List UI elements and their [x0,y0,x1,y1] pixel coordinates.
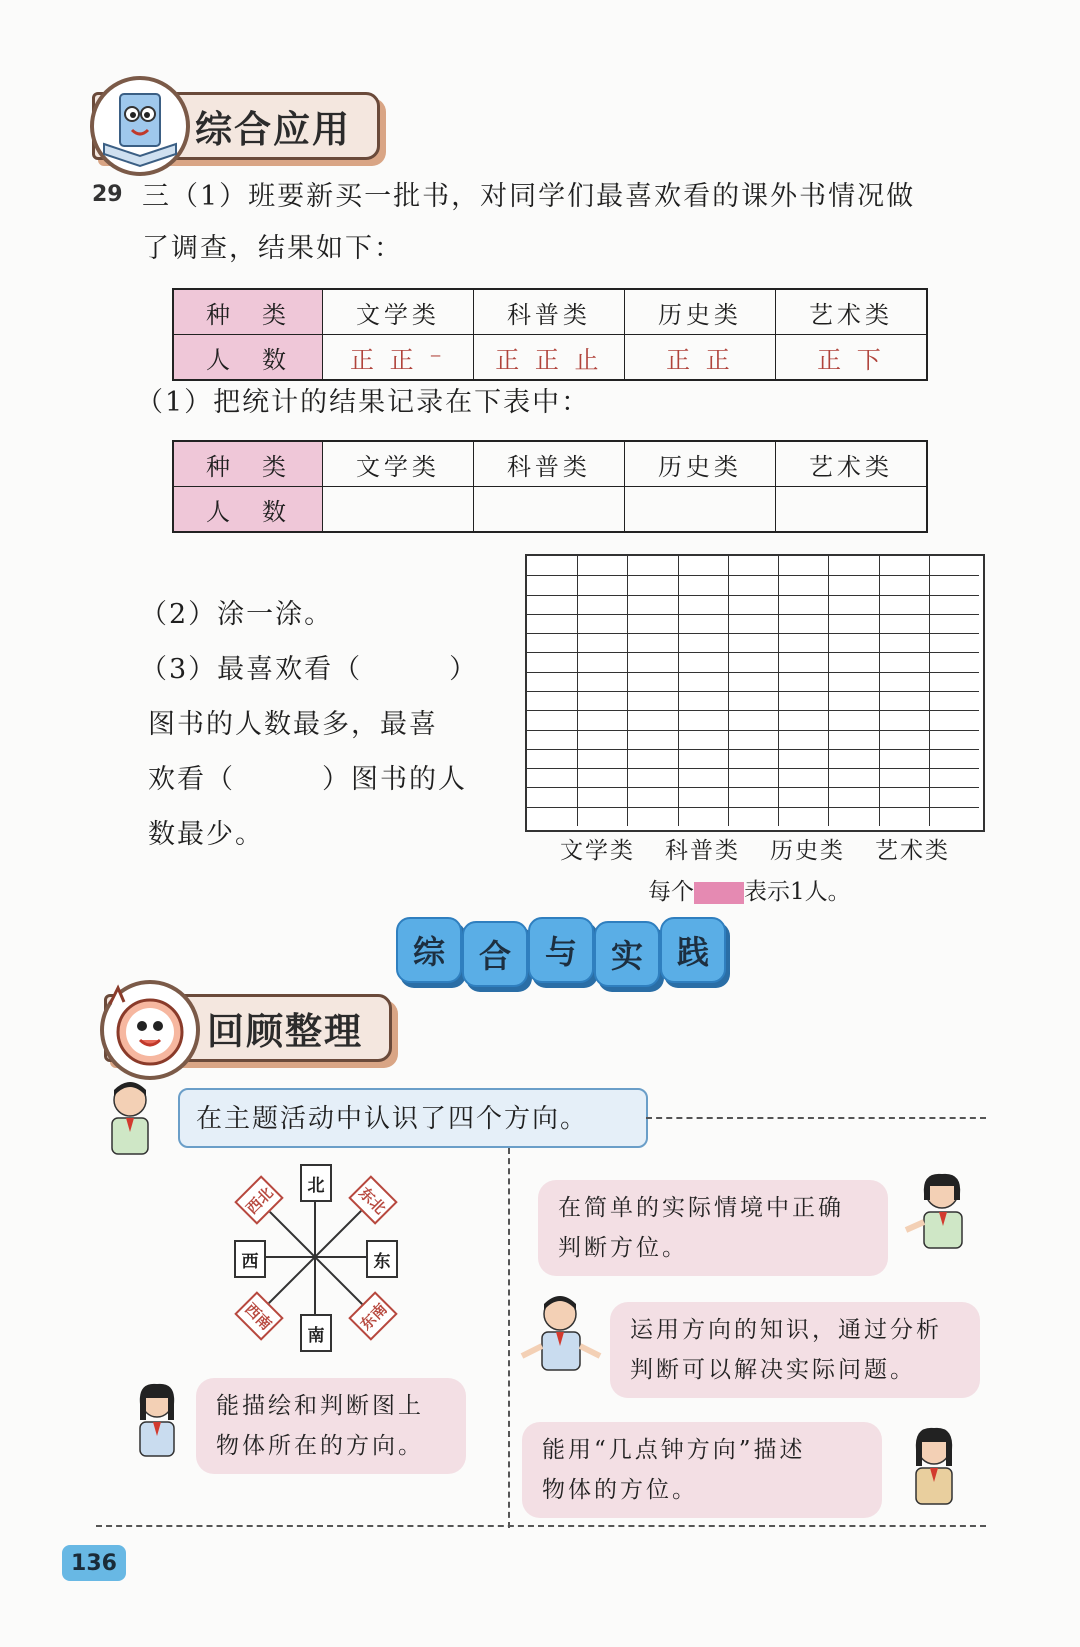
title-char: 综 [396,917,462,983]
compass-west: 西 [234,1240,266,1278]
category-cell: 文学类 [322,441,473,487]
answer-cell[interactable] [322,487,473,533]
compass-south: 南 [300,1314,332,1352]
count-table [172,440,928,533]
grid-line-horizontal [527,652,979,653]
category-cell: 艺术类 [775,441,927,487]
clock-mascot-icon [100,980,200,1080]
title-char: 践 [660,917,726,983]
grid-line-vertical [828,556,829,826]
row-header-count: 人 数 [173,335,322,381]
section-title: 回顾整理 [207,1010,363,1053]
legend-prefix: 每个 [648,879,694,905]
title-char: 与 [528,917,594,983]
compass-northeast: 东北 [348,1175,397,1224]
grid-line-vertical [728,556,729,826]
part3-line3: 欢看（ ）图书的人 [148,764,467,795]
chart-category-label: 文学类 [560,838,635,864]
chart-category-label: 艺术类 [875,838,950,864]
divider-vertical [508,1148,510,1528]
legend-suffix: 表示1人。 [744,879,851,905]
boy-avatar-icon [98,1078,168,1158]
grid-line-horizontal [527,595,979,596]
category-cell: 艺术类 [775,289,927,335]
grid-line-horizontal [527,710,979,711]
tally-cell: 正 正 ⁻ [322,335,473,381]
grid-line-vertical [778,556,779,826]
bubble-line: 判断可以解决实际问题。 [630,1357,916,1383]
grid-line-vertical [678,556,679,826]
chart-legend [648,873,851,906]
grid-line-horizontal [527,787,979,788]
question-number: 29 [92,182,123,207]
grid-line-vertical [577,556,578,826]
bar-chart-grid[interactable] [525,554,985,832]
answer-cell[interactable] [473,487,624,533]
grid-line-horizontal [527,614,979,615]
part3-line1: （3）最喜欢看（ ） [140,654,479,685]
divider-bottom [96,1525,986,1527]
question-text-line2: 了调查，结果如下： [142,233,403,264]
girl-avatar-icon [898,1424,968,1508]
bubble-line: 物体的方位。 [542,1477,698,1503]
answer-cell[interactable] [775,487,927,533]
main-point-text: 在主题活动中认识了四个方向。 [196,1104,589,1134]
tally-table [172,288,928,381]
bubble-describe-direction [196,1378,466,1474]
title-char: 合 [462,921,528,987]
main-point-box [178,1088,648,1148]
bubble-line: 运用方向的知识，通过分析 [630,1317,942,1343]
practice-title [396,917,736,987]
compass-diagram [230,1172,400,1346]
bubble-line: 物体所在的方向。 [216,1433,424,1459]
compass-north: 北 [300,1164,332,1202]
girl-avatar-icon [128,1380,186,1460]
question-text-line1: 三（1）班要新买一批书，对同学们最喜欢看的课外书情况做 [142,181,916,212]
bubble-line: 在简单的实际情境中正确 [558,1195,844,1221]
chart-category-labels [560,832,980,866]
bubble-solve-problems [610,1302,980,1398]
table-row [173,441,927,487]
compass-southwest: 西南 [234,1291,283,1340]
section-title: 综合应用 [195,108,351,151]
grid-line-horizontal [527,575,979,576]
chart-category-label: 历史类 [770,838,845,864]
compass-east: 东 [366,1240,398,1278]
legend-swatch [694,882,744,904]
divider-top [646,1117,986,1119]
table-row [173,335,927,381]
category-cell: 历史类 [624,289,775,335]
table-row [173,289,927,335]
compass-northwest: 西北 [234,1175,283,1224]
bubble-clock-direction [522,1422,882,1518]
grid-line-horizontal [527,749,979,750]
grid-line-vertical [627,556,628,826]
tally-cell: 正 正 [624,335,775,381]
part3-line4: 数最少。 [148,819,264,850]
bubble-line: 判断方位。 [558,1235,688,1261]
chart-category-label: 科普类 [665,838,740,864]
grid-line-horizontal [527,730,979,731]
grid-line-vertical [879,556,880,826]
grid-line-horizontal [527,768,979,769]
category-cell: 文学类 [322,289,473,335]
answer-cell[interactable] [624,487,775,533]
compass-southeast: 东南 [348,1291,397,1340]
category-cell: 历史类 [624,441,775,487]
bubble-judge-position [538,1180,888,1276]
girl-avatar-icon [902,1168,976,1252]
book-mascot-icon [90,76,190,176]
part3-line2: 图书的人数最多，最喜 [148,709,438,740]
grid-line-horizontal [527,633,979,634]
tally-cell: 正 正 止 [473,335,624,381]
bubble-line: 能用“几点钟方向”描述 [542,1437,806,1463]
row-header-count: 人 数 [173,487,322,533]
grid-line-horizontal [527,807,979,808]
page-number: 136 [62,1545,126,1581]
table-row [173,487,927,533]
part2-text: （2）涂一涂。 [140,599,334,630]
grid-line-horizontal [527,691,979,692]
row-header-type: 种 类 [173,441,322,487]
title-char: 实 [594,921,660,987]
bubble-line: 能描绘和判断图上 [216,1393,424,1419]
grid-line-vertical [929,556,930,826]
grid-line-horizontal [527,672,979,673]
category-cell: 科普类 [473,441,624,487]
category-cell: 科普类 [473,289,624,335]
part1-text: （1）把统计的结果记录在下表中： [136,387,591,418]
boy-avatar-icon [516,1290,606,1374]
tally-cell: 正 下 [775,335,927,381]
row-header-type: 种 类 [173,289,322,335]
